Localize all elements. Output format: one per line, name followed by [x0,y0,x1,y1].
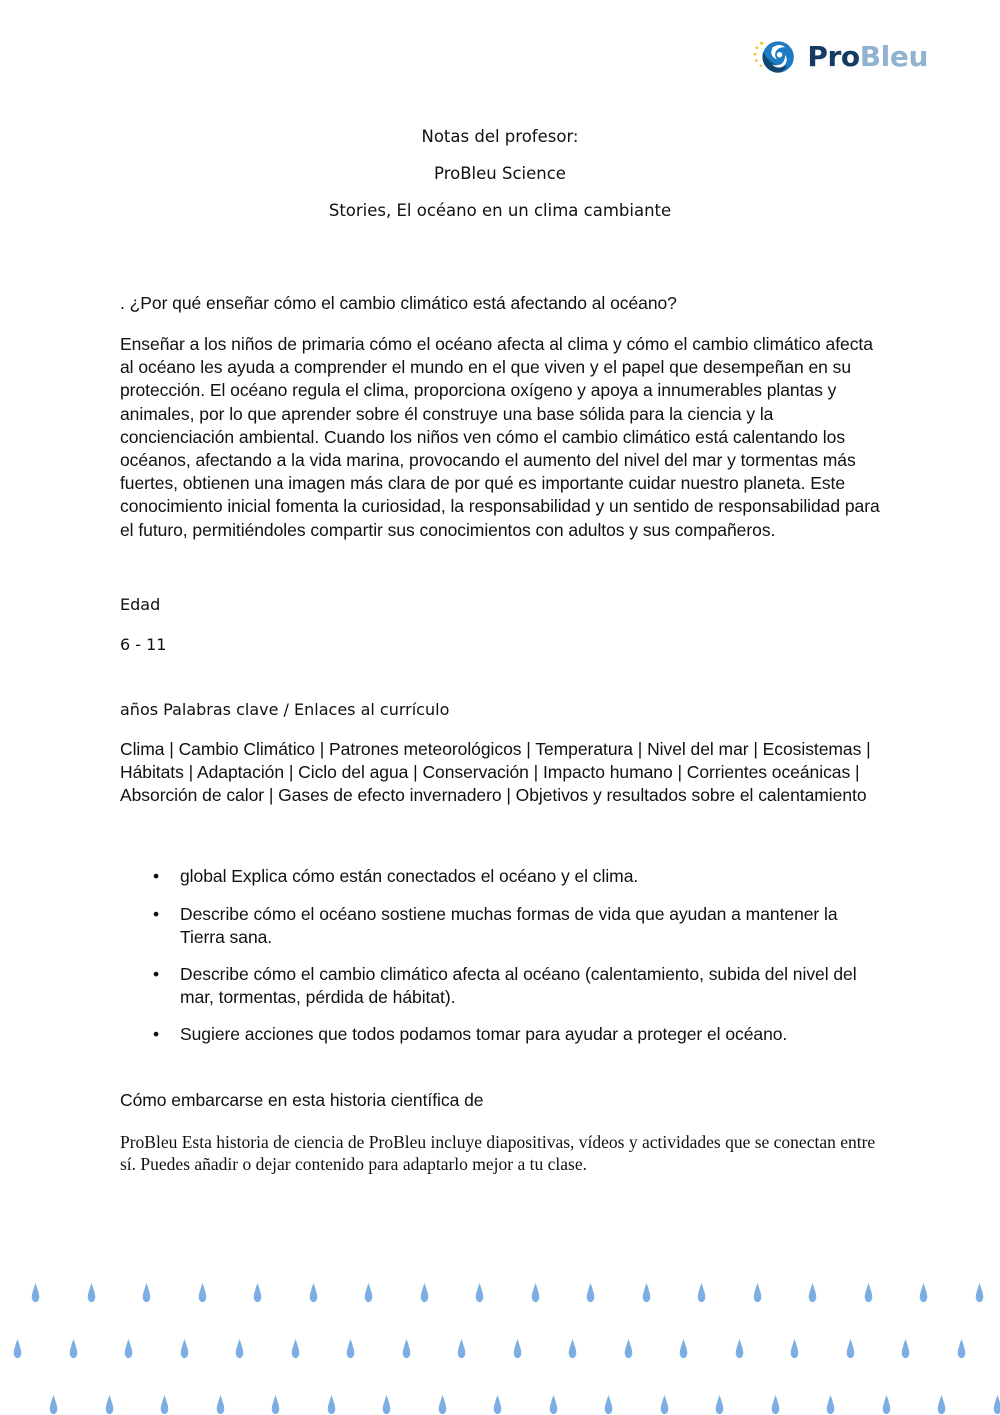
water-droplet-icon [696,1283,707,1303]
list-item [120,865,880,888]
water-droplet-icon [141,1283,152,1303]
age-label: Edad [120,594,161,614]
water-droplet-icon [419,1283,430,1303]
water-droplet-icon [530,1283,541,1303]
list-item-label: Sugiere acciones que todos podamos tomar para ayudar a proteger el océano. [180,1024,788,1045]
document-header [120,118,880,229]
water-droplet-icon [345,1339,356,1359]
water-droplet-icon [585,1283,596,1303]
water-droplet-icon [197,1283,208,1303]
water-droplet-icon [714,1395,725,1415]
age-range: 6 - 11 [120,634,167,654]
bullet-marker-icon: • [153,1024,160,1045]
water-droplet-icon [123,1339,134,1359]
list-item-label: Describe cómo el cambio climático afecta al océano (calentamiento, subida del nivel del mar, tormentas, pérdida de hábitat). [180,964,857,1008]
water-droplet-icon [992,1395,1000,1415]
water-droplet-icon [770,1395,781,1415]
water-droplet-icon [30,1283,41,1303]
water-droplet-icon [956,1339,967,1359]
water-droplet-icon [936,1395,947,1415]
closing-heading: Cómo embarcarse en esta historia científica de [120,1089,484,1110]
water-droplet-icon [752,1283,763,1303]
water-droplet-icon [474,1283,485,1303]
water-droplet-icon [845,1339,856,1359]
water-droplet-icon [159,1395,170,1415]
water-droplet-icon [734,1339,745,1359]
list-item-label: global Explica cómo están conectados el océano y el clima. [180,866,639,887]
closing-paragraph: ProBleu Esta historia de ciencia de ProBleu incluye diapositivas, vídeos y actividades que se conectan entre sí. Puedes añadir o dejar contenido para adaptarlo mejor a tu clase. [120,1131,876,1175]
learning-objectives-list [120,865,880,1046]
water-droplet-icon [86,1283,97,1303]
list-item [120,903,880,949]
water-droplet-icon [456,1339,467,1359]
water-droplet-icon [492,1395,503,1415]
water-droplet-icon [270,1395,281,1415]
question-heading: . ¿Por qué enseñar cómo el cambio climático está afectando al océano? [120,293,677,313]
water-droplet-icon [326,1395,337,1415]
bullet-marker-icon: • [153,903,160,924]
water-droplet-icon [215,1395,226,1415]
document-content [120,0,880,1176]
keywords-text: Clima | Cambio Climático | Patrones meteorológicos | Temperatura | Nivel del mar | Ecosistemas | Hábitats | Adaptación | Ciclo del agua | Conservación | Impacto humano | Corrientes oceánicas | Absorción de calor | Gases de efecto invernadero | Objetivos y resultados sobre el calentamiento [120,738,871,806]
water-droplet-icon [789,1339,800,1359]
water-droplet-icon [881,1395,892,1415]
water-droplet-icon [807,1283,818,1303]
list-item-label: Describe cómo el océano sostiene muchas formas de vida que ayudan a mantener la Tierra sana. [180,903,838,947]
wordmark-pro: Pro [807,40,860,73]
water-droplet-icon [918,1283,929,1303]
water-droplet-icon [678,1339,689,1359]
water-droplet-icon [623,1339,634,1359]
water-droplet-icon [512,1339,523,1359]
list-item [120,1023,880,1046]
water-droplet-icon [290,1339,301,1359]
water-droplet-icon [234,1339,245,1359]
water-droplet-icon [974,1283,985,1303]
water-droplet-icon [104,1395,115,1415]
header-line-title: Stories, El océano en un clima cambiante [328,201,672,220]
wordmark-bleu: Bleu [859,40,928,73]
water-droplet-icon [548,1395,559,1415]
water-droplet-icon [12,1339,23,1359]
intro-paragraph: Enseñar a los niños de primaria cómo el océano afecta al clima y cómo el cambio climático afecta al océano les ayuda a comprender el mundo en el que viven y el papel que desempeñan en su protección. El océano regula el clima, proporciona oxígeno y apoya a innumerables plantas y animales, por lo que aprender sobre él construye una base sólida para la ciencia y la concienciación ambiental. Cuando los niños ven cómo el cambio climático está calentando los océanos, afectando a la vida marina, provocando el aumento del nivel del mar y tormentas más fuertes, obtienen una imagen más clara de por qué es importante cuidar nuestro planeta. Este conocimiento inicial fomenta la curiosidad, la responsabilidad y un sentido de responsabilidad para el futuro, permitiéndoles compartir sus conocimientos con adultos y sus compañeros. [120,334,880,540]
water-droplet-icon [179,1339,190,1359]
water-droplet-icon [659,1395,670,1415]
water-droplet-icon [308,1283,319,1303]
water-droplet-icon [437,1395,448,1415]
water-droplet-icon [567,1339,578,1359]
water-droplet-icon [381,1395,392,1415]
water-droplet-icon [68,1339,79,1359]
list-item [120,963,880,1009]
water-droplet-icon [900,1339,911,1359]
header-line-teacher-notes: Notas del profesor: [421,127,579,146]
water-droplet-icon [641,1283,652,1303]
water-droplet-icon [863,1283,874,1303]
bullet-marker-icon: • [153,964,160,985]
water-droplet-icon [825,1395,836,1415]
footer-droplet-decoration [0,1275,1000,1415]
keywords-label: años Palabras clave / Enlaces al currículo [120,699,450,719]
water-droplet-icon [603,1395,614,1415]
water-droplet-icon [363,1283,374,1303]
water-droplet-icon [401,1339,412,1359]
water-droplet-icon [252,1283,263,1303]
bullet-marker-icon: • [153,866,160,887]
header-line-program: ProBleu Science [434,164,566,183]
water-droplet-icon [48,1395,59,1415]
